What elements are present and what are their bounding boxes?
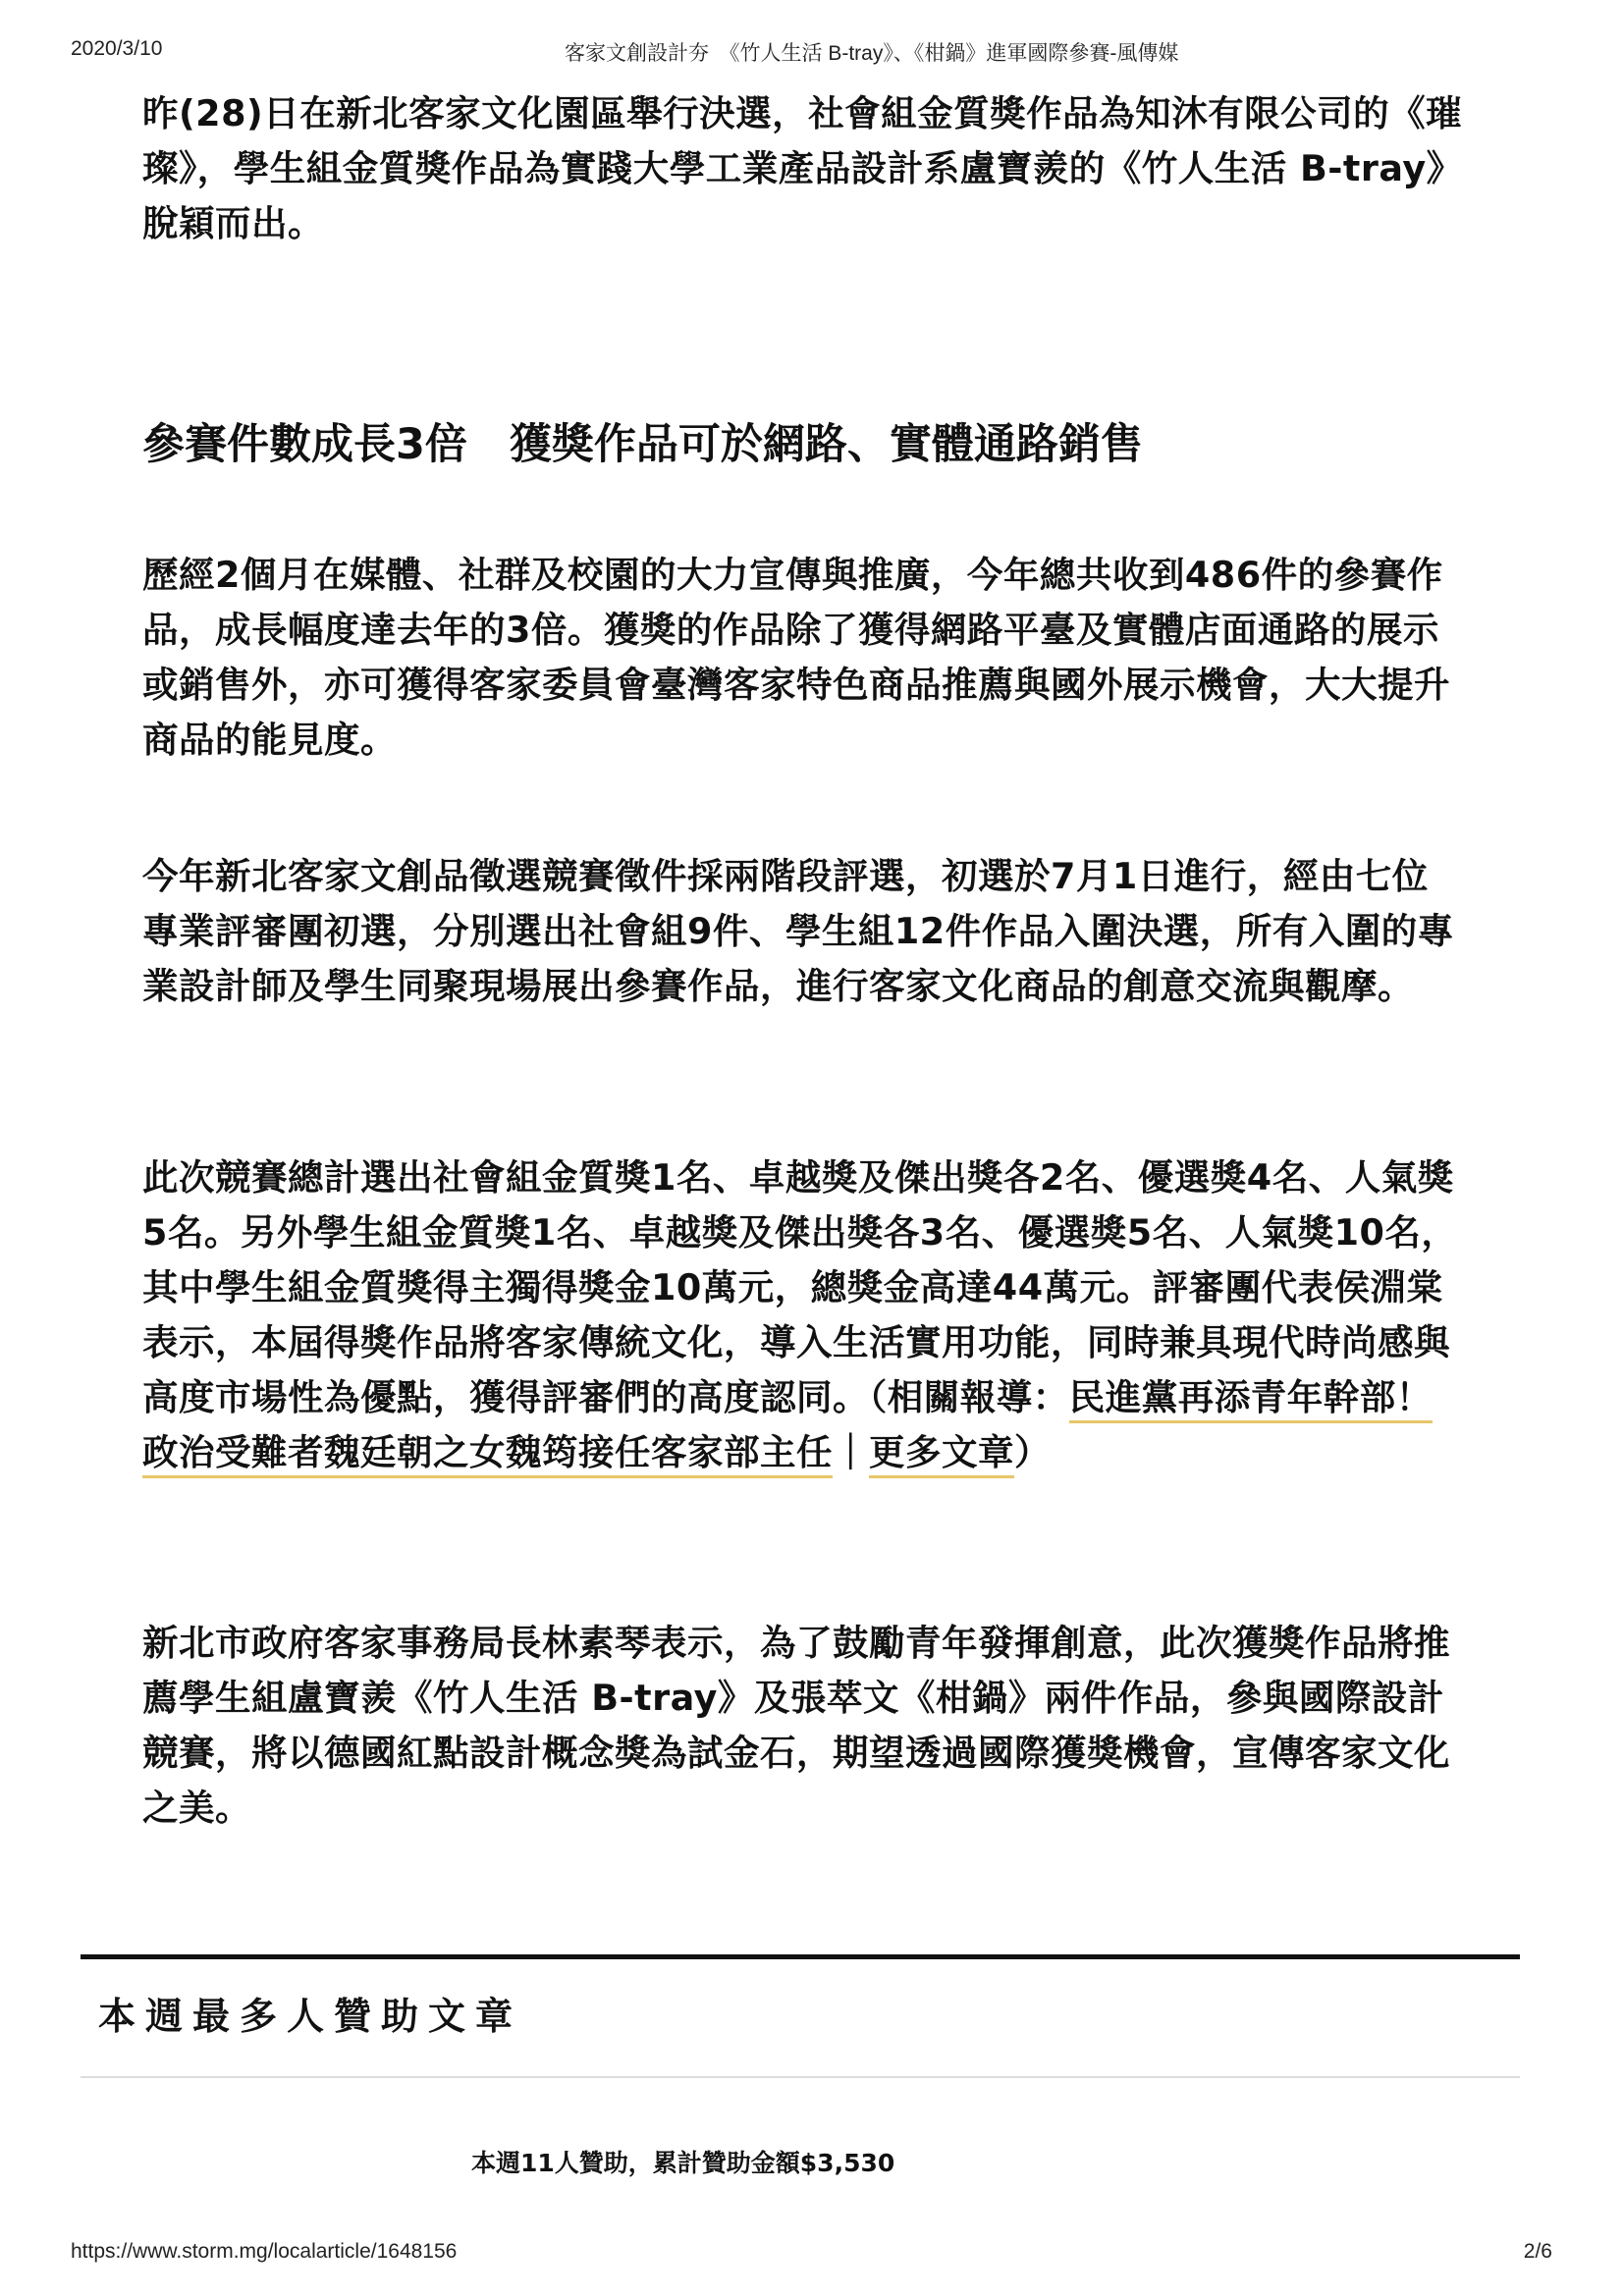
sponsor-section-title: 本週最多人贊助文章	[98, 1995, 523, 2038]
print-header	[0, 37, 1623, 67]
section-divider	[81, 1954, 1520, 1959]
print-date: 2020/3/10	[71, 37, 163, 60]
related-article-link[interactable]: 民進黨再添青年幹部！政治受難者魏廷朝之女魏筠接任客家部主任	[142, 1376, 1433, 1478]
article-intro	[142, 86, 1463, 251]
paragraph-awards	[142, 1150, 1463, 1480]
print-page-title: 客家文創設計夯 《竹人生活 B-tray》、《柑鍋》進軍國際參賽-風傳媒	[565, 42, 1179, 65]
print-footer	[0, 2240, 1623, 2269]
section-underline	[81, 2076, 1520, 2078]
article-section-heading	[142, 410, 1463, 479]
section-heading: 參賽件數成長3倍 獲獎作品可於網路、實體通路銷售	[142, 420, 1143, 469]
intro-paragraph: 昨(28)日在新北客家文化園區舉行決選，社會組金質獎作品為知沐有限公司的《璀璨》，學生組金質獎作品為實踐大學工業產品設計系盧寶羨的《竹人生活 B-tray》脫穎而出。	[142, 92, 1463, 244]
print-url: https://www.storm.mg/localarticle/1648156	[71, 2240, 458, 2263]
sponsor-summary: 本週11人贊助，累計贊助金額$3,530	[471, 2149, 895, 2177]
page-number: 2/6	[1523, 2240, 1552, 2263]
paragraph-international: 新北市政府客家事務局長林素琴表示，為了鼓勵青年發揮創意，此次獲獎作品將推薦學生組盧寶羨《竹人生活 B-tray》及張萃文《柑鍋》兩件作品，參與國際設計競賽，將以德國紅點設計概念獎為試金石，期望透過國際獲獎機會，宣傳客家文化之美。	[142, 1622, 1450, 1829]
closing-paren: ）	[1014, 1431, 1051, 1473]
article-paragraph-2	[142, 548, 1463, 768]
more-articles-link[interactable]: 更多文章	[869, 1431, 1014, 1478]
paragraph-submissions: 歷經2個月在媒體、社群及校園的大力宣傳與推廣，今年總共收到486件的參賽作品，成長幅度達去年的3倍。獲獎的作品除了獲得網路平臺及實體店面通路的展示或銷售外，亦可獲得客家委員會臺灣客家特色商品推薦與國外展示機會，大大提升商品的能見度。	[142, 554, 1450, 761]
article-paragraph-5	[142, 1616, 1463, 1836]
awards-text: 此次競賽總計選出社會組金質獎1名、卓越獎及傑出獎各2名、優選獎4名、人氣獎5名。另外學生組金質獎1名、卓越獎及傑出獎各3名、優選獎5名、人氣獎10名，其中學生組金質獎得主獨得獎金10萬元，總獎金高達44萬元。評審團代表侯淵棠表示，本屆得獎作品將客家傳統文化，導入生活實用功能，同時兼具現代時尚感與高度市場性為優點，獲得評審們的高度認同。（相關報導：	[142, 1156, 1458, 1418]
link-separator: ｜	[833, 1431, 869, 1473]
article-paragraph-4	[142, 1150, 1463, 1480]
article-paragraph-3	[142, 849, 1463, 1014]
paragraph-selection: 今年新北客家文創品徵選競賽徵件採兩階段評選，初選於7月1日進行，經由七位專業評審團初選，分別選出社會組9件、學生組12件作品入圍決選，所有入圍的專業設計師及學生同聚現場展出參賽作品，進行客家文化商品的創意交流與觀摩。	[142, 855, 1454, 1007]
